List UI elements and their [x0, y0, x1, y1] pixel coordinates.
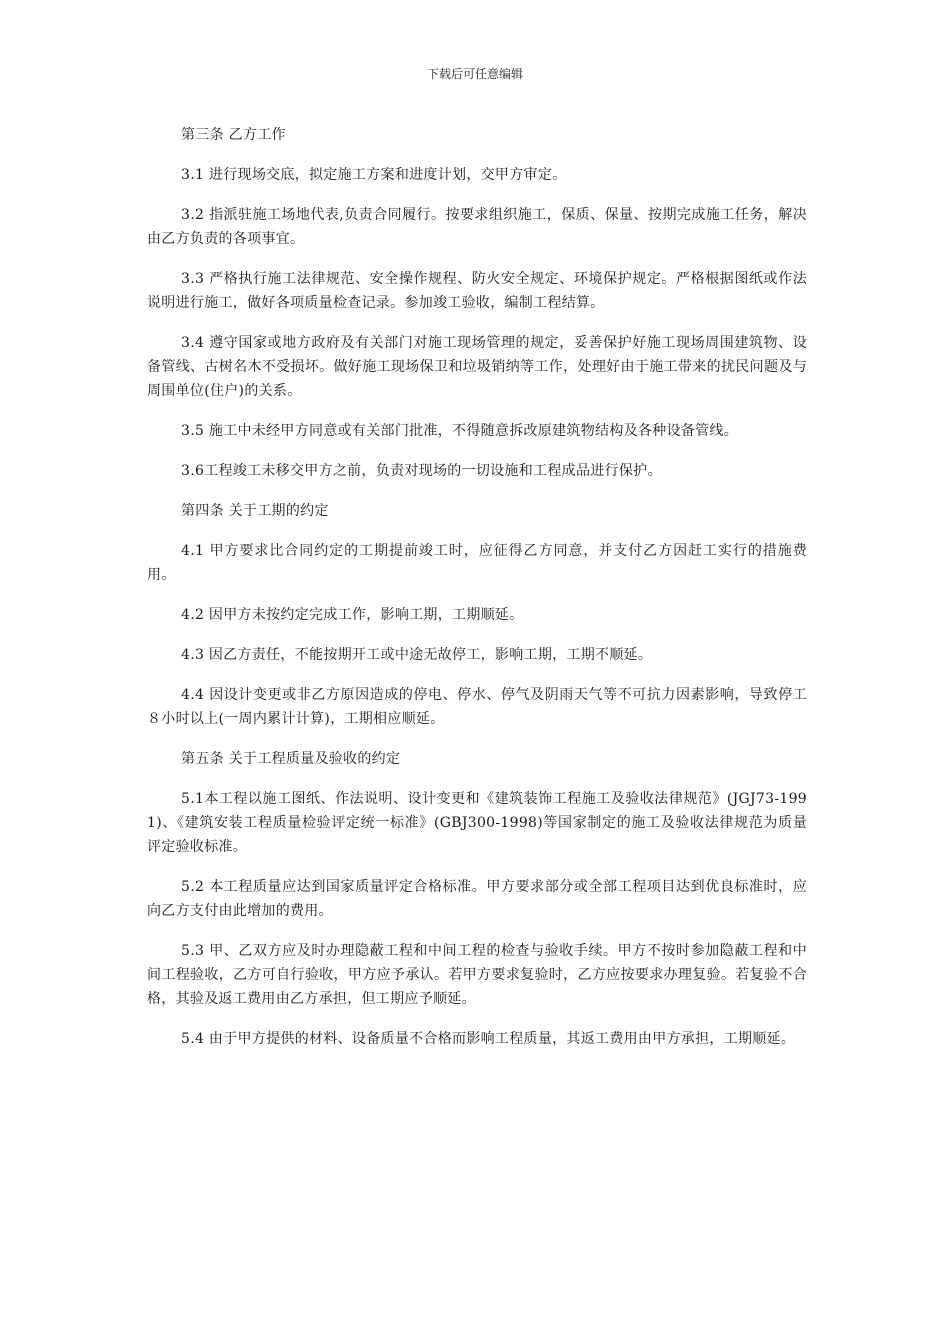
clause-3-1: 3.1 进行现场交底，拟定施工方案和进度计划，交甲方审定。	[181, 167, 567, 183]
clause-3-2: 3.2 指派驻施工场地代表,负责合同履行。按要求组织施工，保质、保量、按期完成施工任务，解决由乙方负责的各项事宜。	[147, 207, 807, 247]
clause-4-4: 4.4 因设计变更或非乙方原因造成的停电、停水、停气及阴雨天气等不可抗力因素影响，导致停工８小时以上(一周内累计计算)，工期相应顺延。	[147, 687, 807, 727]
page-header: 下载后可任意编辑	[426, 67, 523, 81]
clause-4-3: 4.3 因乙方责任，不能按期开工或中途无故停工，影响工期，工期不顺延。	[181, 647, 653, 663]
clause-3-6: 3.6工程竣工未移交甲方之前，负责对现场的一切设施和工程成品进行保护。	[181, 463, 662, 479]
document-body	[147, 123, 807, 1067]
clause-5-2: 5.2 本工程质量应达到国家质量评定合格标准。甲方要求部分或全部工程项目达到优良标准时，应向乙方支付由此增加的费用。	[147, 879, 807, 919]
clause-3-5: 3.5 施工中未经甲方同意或有关部门批准，不得随意拆改原建筑物结构及各种设备管线。	[181, 423, 739, 439]
section-heading-5: 第五条 关于工程质量及验收的约定	[181, 751, 401, 767]
clause-3-4: 3.4 遵守国家或地方政府及有关部门对施工现场管理的规定，妥善保护好施工现场周围建筑物、设备管线、古树名木不受损坏。做好施工现场保卫和垃圾销纳等工作，处理好由于施工带来的扰民问题及与周围单位(住户)的关系。	[147, 335, 807, 399]
clause-3-3: 3.3 严格执行施工法律规范、安全操作规程、防火安全规定、环境保护规定。严格根据图纸或作法说明进行施工，做好各项质量检查记录。参加竣工验收，编制工程结算。	[147, 271, 807, 311]
clause-4-1: 4.1 甲方要求比合同约定的工期提前竣工时，应征得乙方同意，并支付乙方因赶工实行的措施费用。	[147, 543, 807, 583]
section-heading-4: 第四条 关于工期的约定	[181, 503, 329, 519]
clause-5-4: 5.4 由于甲方提供的材料、设备质量不合格而影响工程质量，其返工费用由甲方承担，工期顺延。	[181, 1031, 796, 1047]
clause-5-3: 5.3 甲、乙双方应及时办理隐蔽工程和中间工程的检查与验收手续。甲方不按时参加隐蔽工程和中间工程验收，乙方可自行验收，甲方应予承认。若甲方要求复验时，乙方应按要求办理复验。若复验不合格，其验及返工费用由乙方承担，但工期应予顺延。	[147, 943, 807, 1007]
clause-4-2: 4.2 因甲方未按约定完成工作，影响工期，工期顺延。	[181, 607, 524, 623]
section-heading-3: 第三条 乙方工作	[181, 127, 286, 143]
clause-5-1: 5.1本工程以施工图纸、作法说明、设计变更和《建筑装饰工程施工及验收法律规范》(JGJ73-1991)、《建筑安装工程质量检验评定统一标准》(GBJ300-1998)等国家制定的施工及验收法律规范为质量评定验收标准。	[147, 791, 807, 855]
